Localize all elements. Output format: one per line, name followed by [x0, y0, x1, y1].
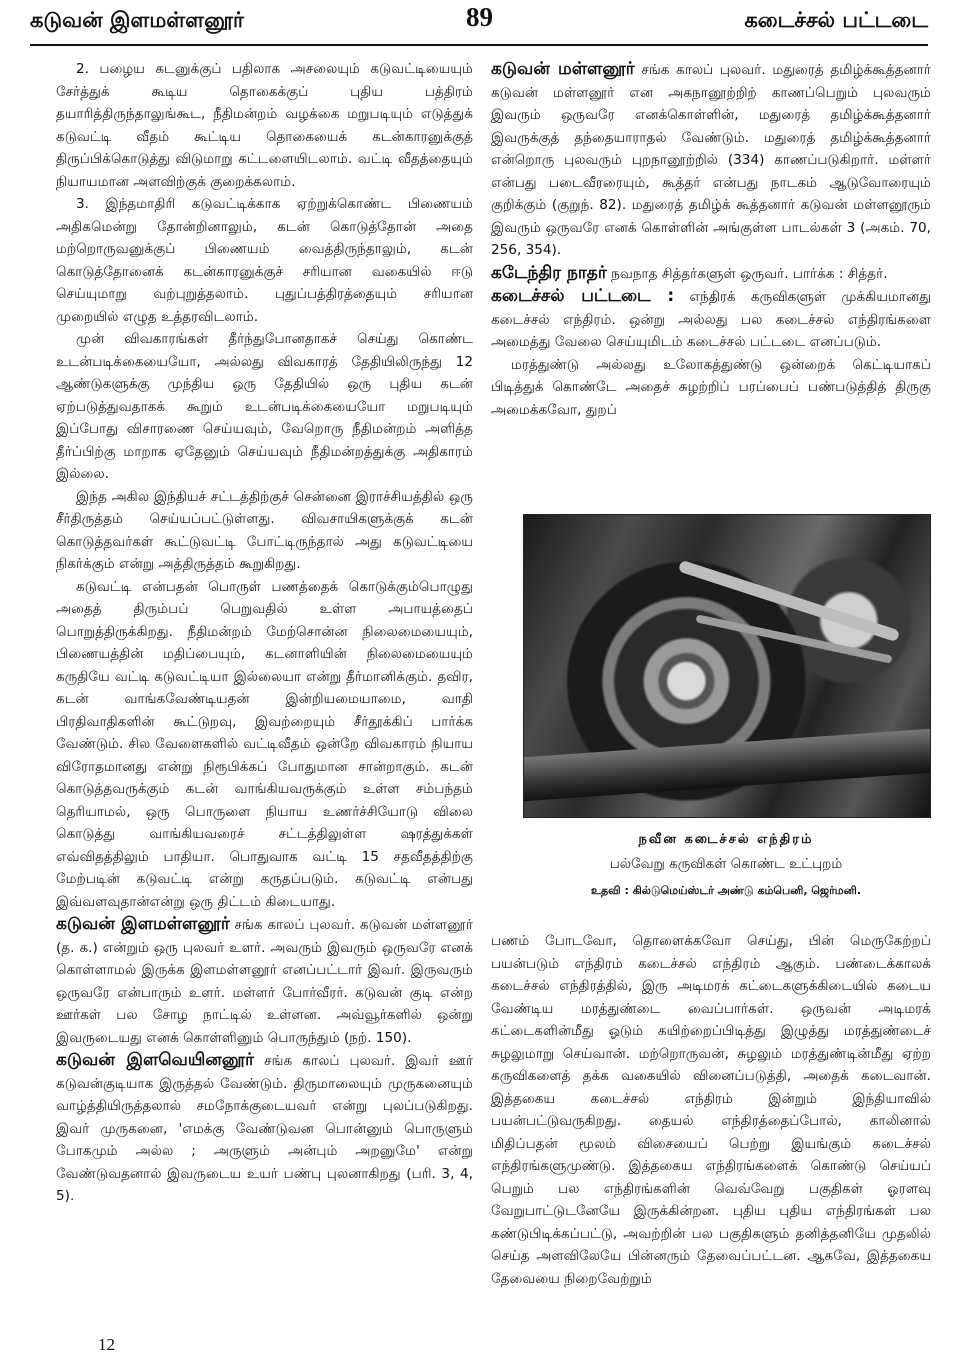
entry-kaduvan-mallanar	[491, 58, 931, 262]
paragraph: பணம் போடவோ, தொளைக்கவோ செய்து, பின் மெருகேற்றப் பயன்படும் எந்திரம் கடைச்சல் எந்திரம் ஆகும். பண்டைக்காலக் கடைச்சல் எந்திரத்தில், இரு அடிமரக் கட்டைகளுக்கிடையில் கடைய வேண்டிய மரத்துண்டை வைப்பார்கள். ஒருவன் அடிமரக் கட்டைகளின்மீது ஓடும் கயிற்றைப்பிடித்து இழுத்து மரத்துண்டைச் சுழலுமாறு செய்வான். மற்றொருவன், சுழலும் மரத்துண்டின்மீது ஏற்ற கருவிகளைத் தக்க வகையில் வினைப்படுத்தி, அதைக் கடைவான். இத்தகைய கடைச்சல் எந்திரம் இன்றும் இந்தியாவில் பயன்பட்டுவருகிறது. தையல் எந்திரத்தைப்போல், காலினால் மிதிப்பதன் மூலம் விசையைப் பெற்று இயங்கும் கடைச்சல் எந்திரங்களுமுண்டு. இத்தகைய எந்திரங்களைக் கொண்டு செய்யப் பெறும் பல எந்திரங்களின் வெவ்வேறு பகுதிகள் ஓரளவு வேறுபாட்டுடனேயே இருக்கின்றன. புதிய புதிய எந்திரங்கள் பல கண்டுபிடிக்கப்பட்டு, அவற்றின் பல பகுதிகளும் தனித்தனியே முதலில் செய்த அளவிலேயே பின்னரும் தேவைப்பட்டன. ஆகவே, இத்தகைய தேவையை நிறைவேற்றும்	[491, 933, 931, 1287]
paragraph: 2. பழைய கடனுக்குப் பதிலாக அசலையும் கடுவட்டியையும் சேர்த்துக் கூடிய தொகைக்குப் புதிய பத்திரம் தயாரித்திருந்தாலுங்கூட, நீதிமன்றம் வழக்கை மறுபடியும் எடுத்துக் கடுவட்டி வீதம் கூட்டிய தொகையைக் கடன்காரனுக்குத் திருப்பிக்கொடுத்து விடுமாறு கட்டளையிடலாம். வட்டி வீதத்தையும் நியாயமான அளவிற்குக் குறைக்கலாம்.	[56, 61, 473, 190]
right-column-bottom	[491, 930, 931, 1290]
running-head-left: கடுவன் இளமள்ளனூர்	[30, 8, 245, 32]
entry-heading: கடைச்சல் பட்டடை :	[491, 286, 675, 306]
page-number: 89	[466, 2, 493, 32]
left-column	[56, 58, 473, 1208]
entry-heading: கடுவன் இளவெயினனூர்	[56, 1050, 255, 1070]
paragraph: கடுவட்டி என்பதன் பொருள் பணத்தைக் கொடுக்கும்பொழுது அதைத் திரும்பப் பெறுவதில் உள்ள அபாயத்தைப் பொறுத்திருக்கிறது. நீதிமன்றம் மேற்சொன்ன நிலைமையையும், பிணையத்தின் மதிப்பையும், கடனாளியின் நிலைமையையும் கருதியே வட்டி கடுவட்டியா இல்லையா என்று தீர்மானிக்கும். தவிர, கடன் வாங்கவேண்டியதன் இன்றியமையாமை, வாதி பிரதிவாதிகளின் கூட்டுறவு, இவற்றையும் சீர்தூக்கிப் பார்க்க வேண்டும். சில வேளைகளில் வட்டிவீதம் ஒன்றே விவகாரம் நியாய விரோதமானது என்று நிரூபிக்கப் போதுமான சான்றாகும். கடன் கொடுத்தவருக்கும் கடன் வாங்கியவருக்கும் உள்ள சம்பந்தம் தெரியாமல், ஒரு பொருளை நியாய உணர்ச்சியோடு விலை கொடுத்து வாங்கியவரைச் சட்டத்திலுள்ள ஷரத்துக்கள் எவ்விதத்திலும் பாதியா. பொதுவாக வட்டி 15 சதவீதத்திற்கு மேற்படின் கடுவட்டி என்று கருதப்படும். கடுவட்டி என்பது இவ்வளவுதான்என்று ஒரு திட்டம் கிடையாது.	[56, 578, 473, 910]
lathe-bed-shape	[524, 729, 930, 801]
paragraph: மரத்துண்டு அல்லது உலோகத்துண்டு ஒன்றைக் கெட்டியாகப் பிடித்துக் கொண்டே அதைச் சுழற்றிப் பரப்பைப் பண்படுத்தித் திருகு அமைக்கவோ, துறப்	[491, 356, 931, 418]
entry-kadaichal-pattadai	[491, 285, 931, 354]
entry-kaduvan-ilaveyinanar	[56, 1049, 473, 1208]
running-head-right: கடைச்சல் பட்டடை	[744, 8, 928, 32]
entry-kaduvan-ilamallanar	[56, 913, 473, 1049]
paragraph: இந்த அகில இந்தியச் சட்டத்திற்குச் சென்னை இராச்சியத்தில் ஒரு சீர்திருத்தம் செய்யப்பட்டுள்ளது. விவசாயிகளுக்குக் கடன் கொடுத்தவர்கள் கூட்டுவட்டி போட்டிருந்தால் அது கடுவட்டியை நிகர்க்கும் என்று அத்திருத்தம் கூறுகிறது.	[56, 488, 473, 572]
figure-caption-subtitle: பல்வேறு கருவிகள் கொண்ட உட்புறம்	[609, 856, 843, 872]
entry-body: நவநாத சித்தர்களுள் ஒருவர். பார்க்க : சித்தர்.	[611, 265, 888, 282]
tool-arm-shape	[678, 560, 900, 642]
entry-body: எந்திரக் கருவிகளுள் முக்கியமானது கடைச்சல் எந்திரம். ஒன்று அல்லது பல கடைச்சல் எந்திரங்களை அமைத்து வேலை செய்யுமிடம் கடைச்சல் பட்டடை எனப்படும்.	[491, 289, 931, 350]
entry-body: சங்க காலப் புலவர். மதுரைத் தமிழ்க்கூத்தனார் கடுவன் மள்ளனூர் என அகநானூற்றிற் காணப்பெறும் புலவரும் இவரும் ஒருவரே எனக்கொள்ளின், மதுரைத் தமிழ்க்கூத்தனார் இவருக்குத் தந்தையாராதல் வேண்டும். மதுரைத் தமிழ்க்கூத்தனார் என்றொரு புலவரும் புறநானூற்றில் (334) காணப்படுகிறார். மள்ளர் என்பது படைவீரரையும், கூத்தர் என்பது நாடகம் ஆடுவோரையும் குறிக்கும் (குறுந். 82). மதுரைத் தமிழ்க் கூத்தனார் கடுவன் மள்ளனூரும் இவரும் ஒருவரே எனக் கொள்ளின் அங்குள்ள பாடல்கள் 3 (அகம். 70, 256, 354).	[491, 62, 932, 258]
signature-mark: 12	[98, 1335, 115, 1354]
entry-kadendira-nathar	[491, 262, 931, 286]
header-rule	[30, 44, 928, 46]
figure-credit: உதவி : கில்டுமெய்ஸ்டர் அண்டு கம்பெனி, ஜெர்மனி.	[590, 884, 861, 897]
right-column-top	[491, 58, 931, 421]
entry-heading: கடுவன் மள்ளனூர்	[491, 59, 635, 79]
paragraph: முன் விவகாரங்கள் தீர்ந்துபோனதாகச் செய்து கொண்ட உடன்படிக்கையையோ, அல்லது விவகாரத் தேதியிலிருந்து 12 ஆண்டுகளுக்கு முந்திய ஒரு தேதியில் ஒரு புதிய கடன் ஏற்படுத்துவதாகக் கூறும் உடன்படிக்கையையோ மறுபடியும் இப்போது விசாரணை செய்யவும், வேறொரு நீதிமன்றம் அளித்த தீர்ப்பிற்கு மாறாக ஏதேனும் செய்யவும் நீதிமன்றத்துக்கு அதிகாரம் இல்லை.	[56, 331, 473, 482]
entry-body: சங்க காலப் புலவர். இவர் ஊர் கடுவன்குடியாக இருத்தல் வேண்டும். திருமாலையும் முருகனையும் வாழ்த்தியிருத்தலால் சமநோக்குடையவர் என்று புலப்படுகிறது. இவர் முருகனை, 'எமக்கு வேண்டுவன பொன்னும் பொருளும் போகமும் அல்ல ; அருளும் அன்பும் அறனுமே' என்று வேண்டுவதனால் இவருடைய உயர் பண்பு புலனாகிறது (பரி. 3, 4, 5).	[56, 1053, 473, 1204]
figure-caption-title: நவீன கடைச்சல் எந்திரம்	[638, 832, 814, 847]
entry-body: சங்க காலப் புலவர். கடுவன் மள்ளனூர் (த. க.) என்றும் ஒரு புலவர் உளர். அவரும் இவரும் ஒருவரே எனக் கொள்ளாமல் இருக்க இளமள்ளனூர் எனப்பட்டார் இவர். இருவரும் ஒருவரே என்பாரும் உளர். மள்ளர் போர்வீரர். கடுவன் குடி என்ற ஊர்கள் பல சோழ நாட்டில் உள்ளன. அவ்வூர்களில் ஒன்று இவருடையது எனக் கொள்ளினும் பொருந்தும் (நற். 150).	[56, 917, 473, 1046]
entry-heading: கடுவன் இளமள்ளனூர்	[56, 914, 230, 934]
entry-heading: கடேந்திர நாதர்	[491, 262, 607, 283]
paragraph: 3. இந்தமாதிரி கடுவட்டிக்காக ஏற்றுக்கொண்ட பிணையம் அதிகமென்று தோன்றினாலும், கடன் கொடுத்தோன் அதை மற்றொருவனுக்குப் பிணையம் வைத்திருந்தாலும், கடன் கொடுத்தோனைக் கடன்காரனுக்குச் சரியான வகையில் ஈடு செய்யுமாறு வற்புறுத்தலாம். புதுப்பத்திரத்தையும் சரியான முறையில் எழுத உத்தரவிடலாம்.	[56, 196, 473, 325]
lathe-machine-photo	[523, 514, 931, 818]
